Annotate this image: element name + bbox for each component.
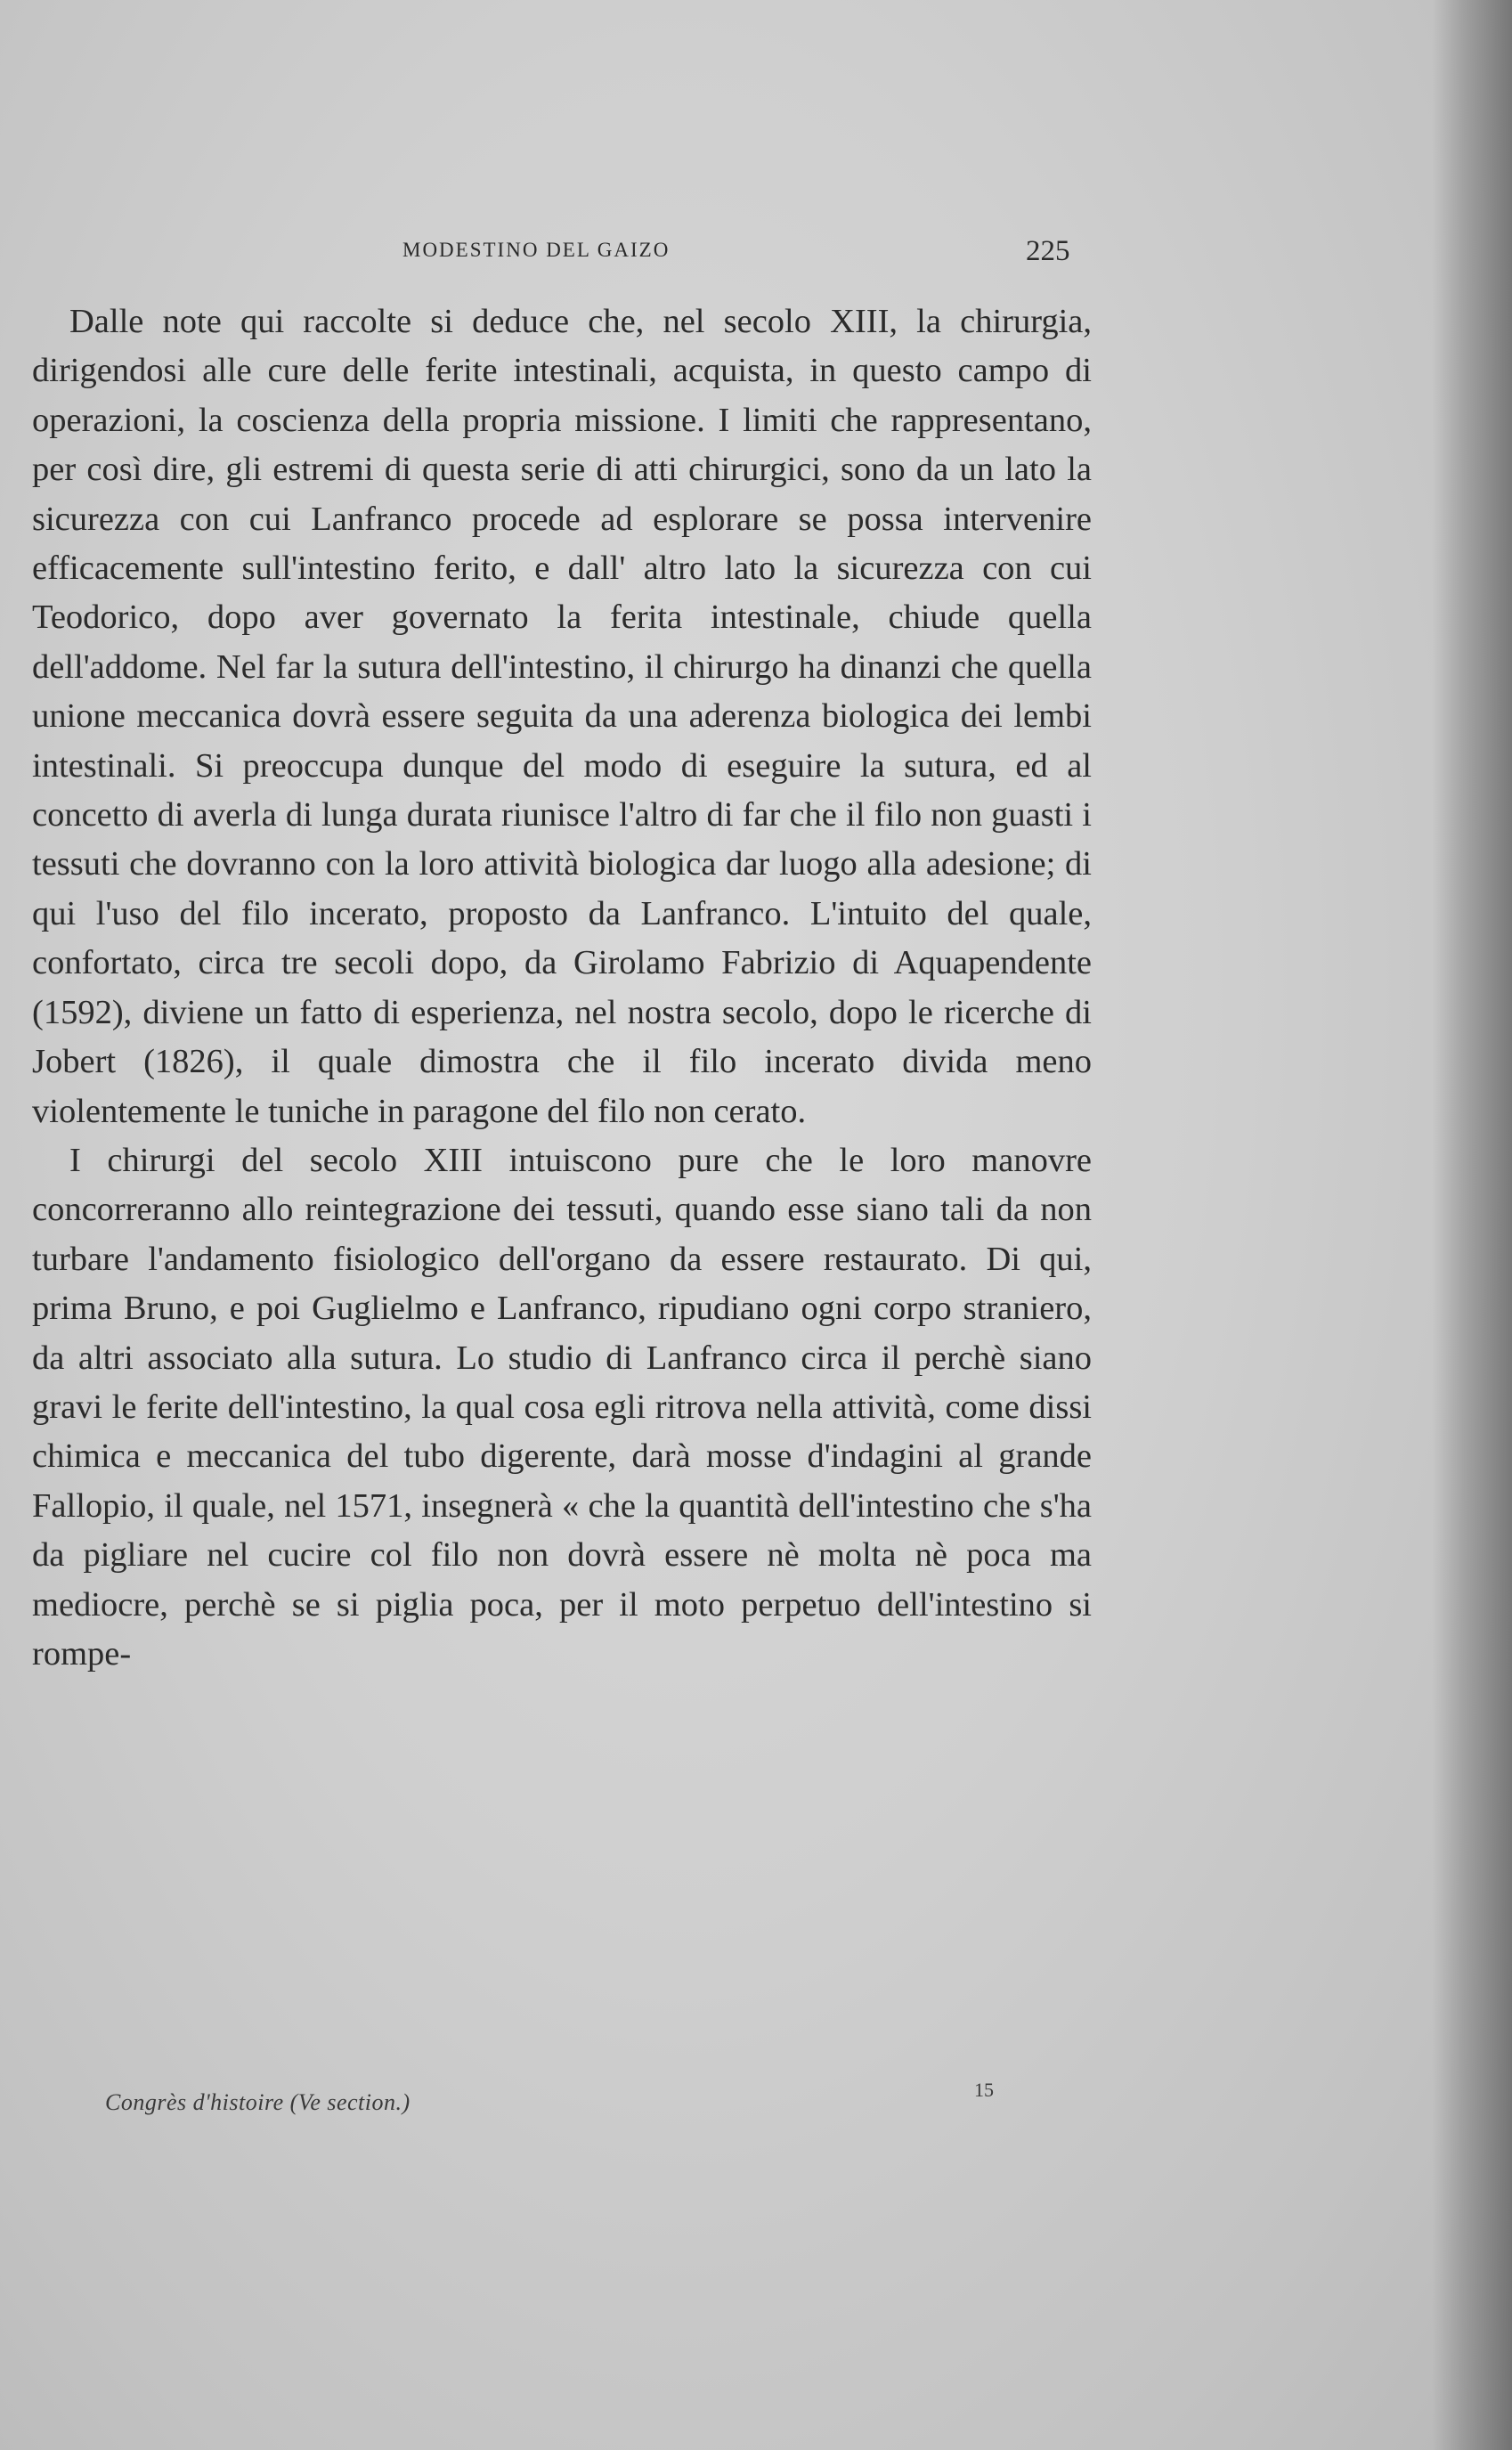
- page-number: 225: [1026, 235, 1070, 267]
- page-header: [0, 235, 1512, 274]
- body-text: [32, 297, 1092, 1679]
- paragraph-2: I chirurgi del secolo XIII intuiscono pure che le loro manovre concorreranno allo reintegrazione dei tessuti, quando esse siano tali da non turbare l'andamento fisiologico dell'organo da essere restaurato. Di qui, prima Bruno, e poi Guglielmo e Lanfranco, ripudiano ogni corpo straniero, da altri associato alla sutura. Lo studio di Lanfranco circa il perchè siano gravi le ferite dell'intestino, la qual cosa egli ritrova nella attività, come dissi chimica e meccanica del tubo digerente, darà mosse d'indagini al grande Fallopio, il quale, nel 1571, insegnerà « che la quantità dell'intestino che s'ha da pigliare nel cucire col filo non dovrà essere nè molta nè poca ma mediocre, perchè se si piglia poca, per il moto perpetuo dell'intestino si rompe-: [32, 1141, 1092, 1673]
- footer-source-line: Congrès d'histoire (Ve section.): [105, 2089, 411, 2115]
- running-title: MODESTINO DEL GAIZO: [402, 239, 671, 261]
- paragraph-1: Dalle note qui raccolte si deduce che, nel secolo XIII, la chirurgia, dirigendosi alle cure delle ferite intestinali, acquista, in questo campo di operazioni, la coscienza della propria missione. I limiti che rappresentano, per così dire, gli estremi di questa serie di atti chirurgici, sono da un lato la sicurezza con cui Lanfranco procede ad esplorare se possa intervenire efficacemente sull'intestino ferito, e dall' altro lato la sicurezza con cui Teodorico, dopo aver governato la ferita intestinale, chiude quella dell'addome. Nel far la sutura dell'intestino, il chirurgo ha dinanzi che quella unione meccanica dovrà essere seguita da una aderenza biologica dei lembi intestinali. Si preoccupa dunque del modo di eseguire la sutura, ed al concetto di averla di lunga durata riunisce l'altro di far che il filo non guasti i tessuti che dovranno con la loro attività biologica dar luogo alla adesione; di qui l'uso del filo incerato, proposto da Lanfranco. L'intuito del quale, confortato, circa tre secoli dopo, da Girolamo Fabrizio di Aquapendente (1592), diviene un fatto di esperienza, nel nostra secolo, dopo le ricerche di Jobert (1826), il quale dimostra che il filo incerato divida meno violentemente le tuniche in paragone del filo non cerato.: [32, 303, 1092, 1130]
- page-footer: [0, 2079, 1512, 2123]
- signature-mark: 15: [974, 2079, 994, 2101]
